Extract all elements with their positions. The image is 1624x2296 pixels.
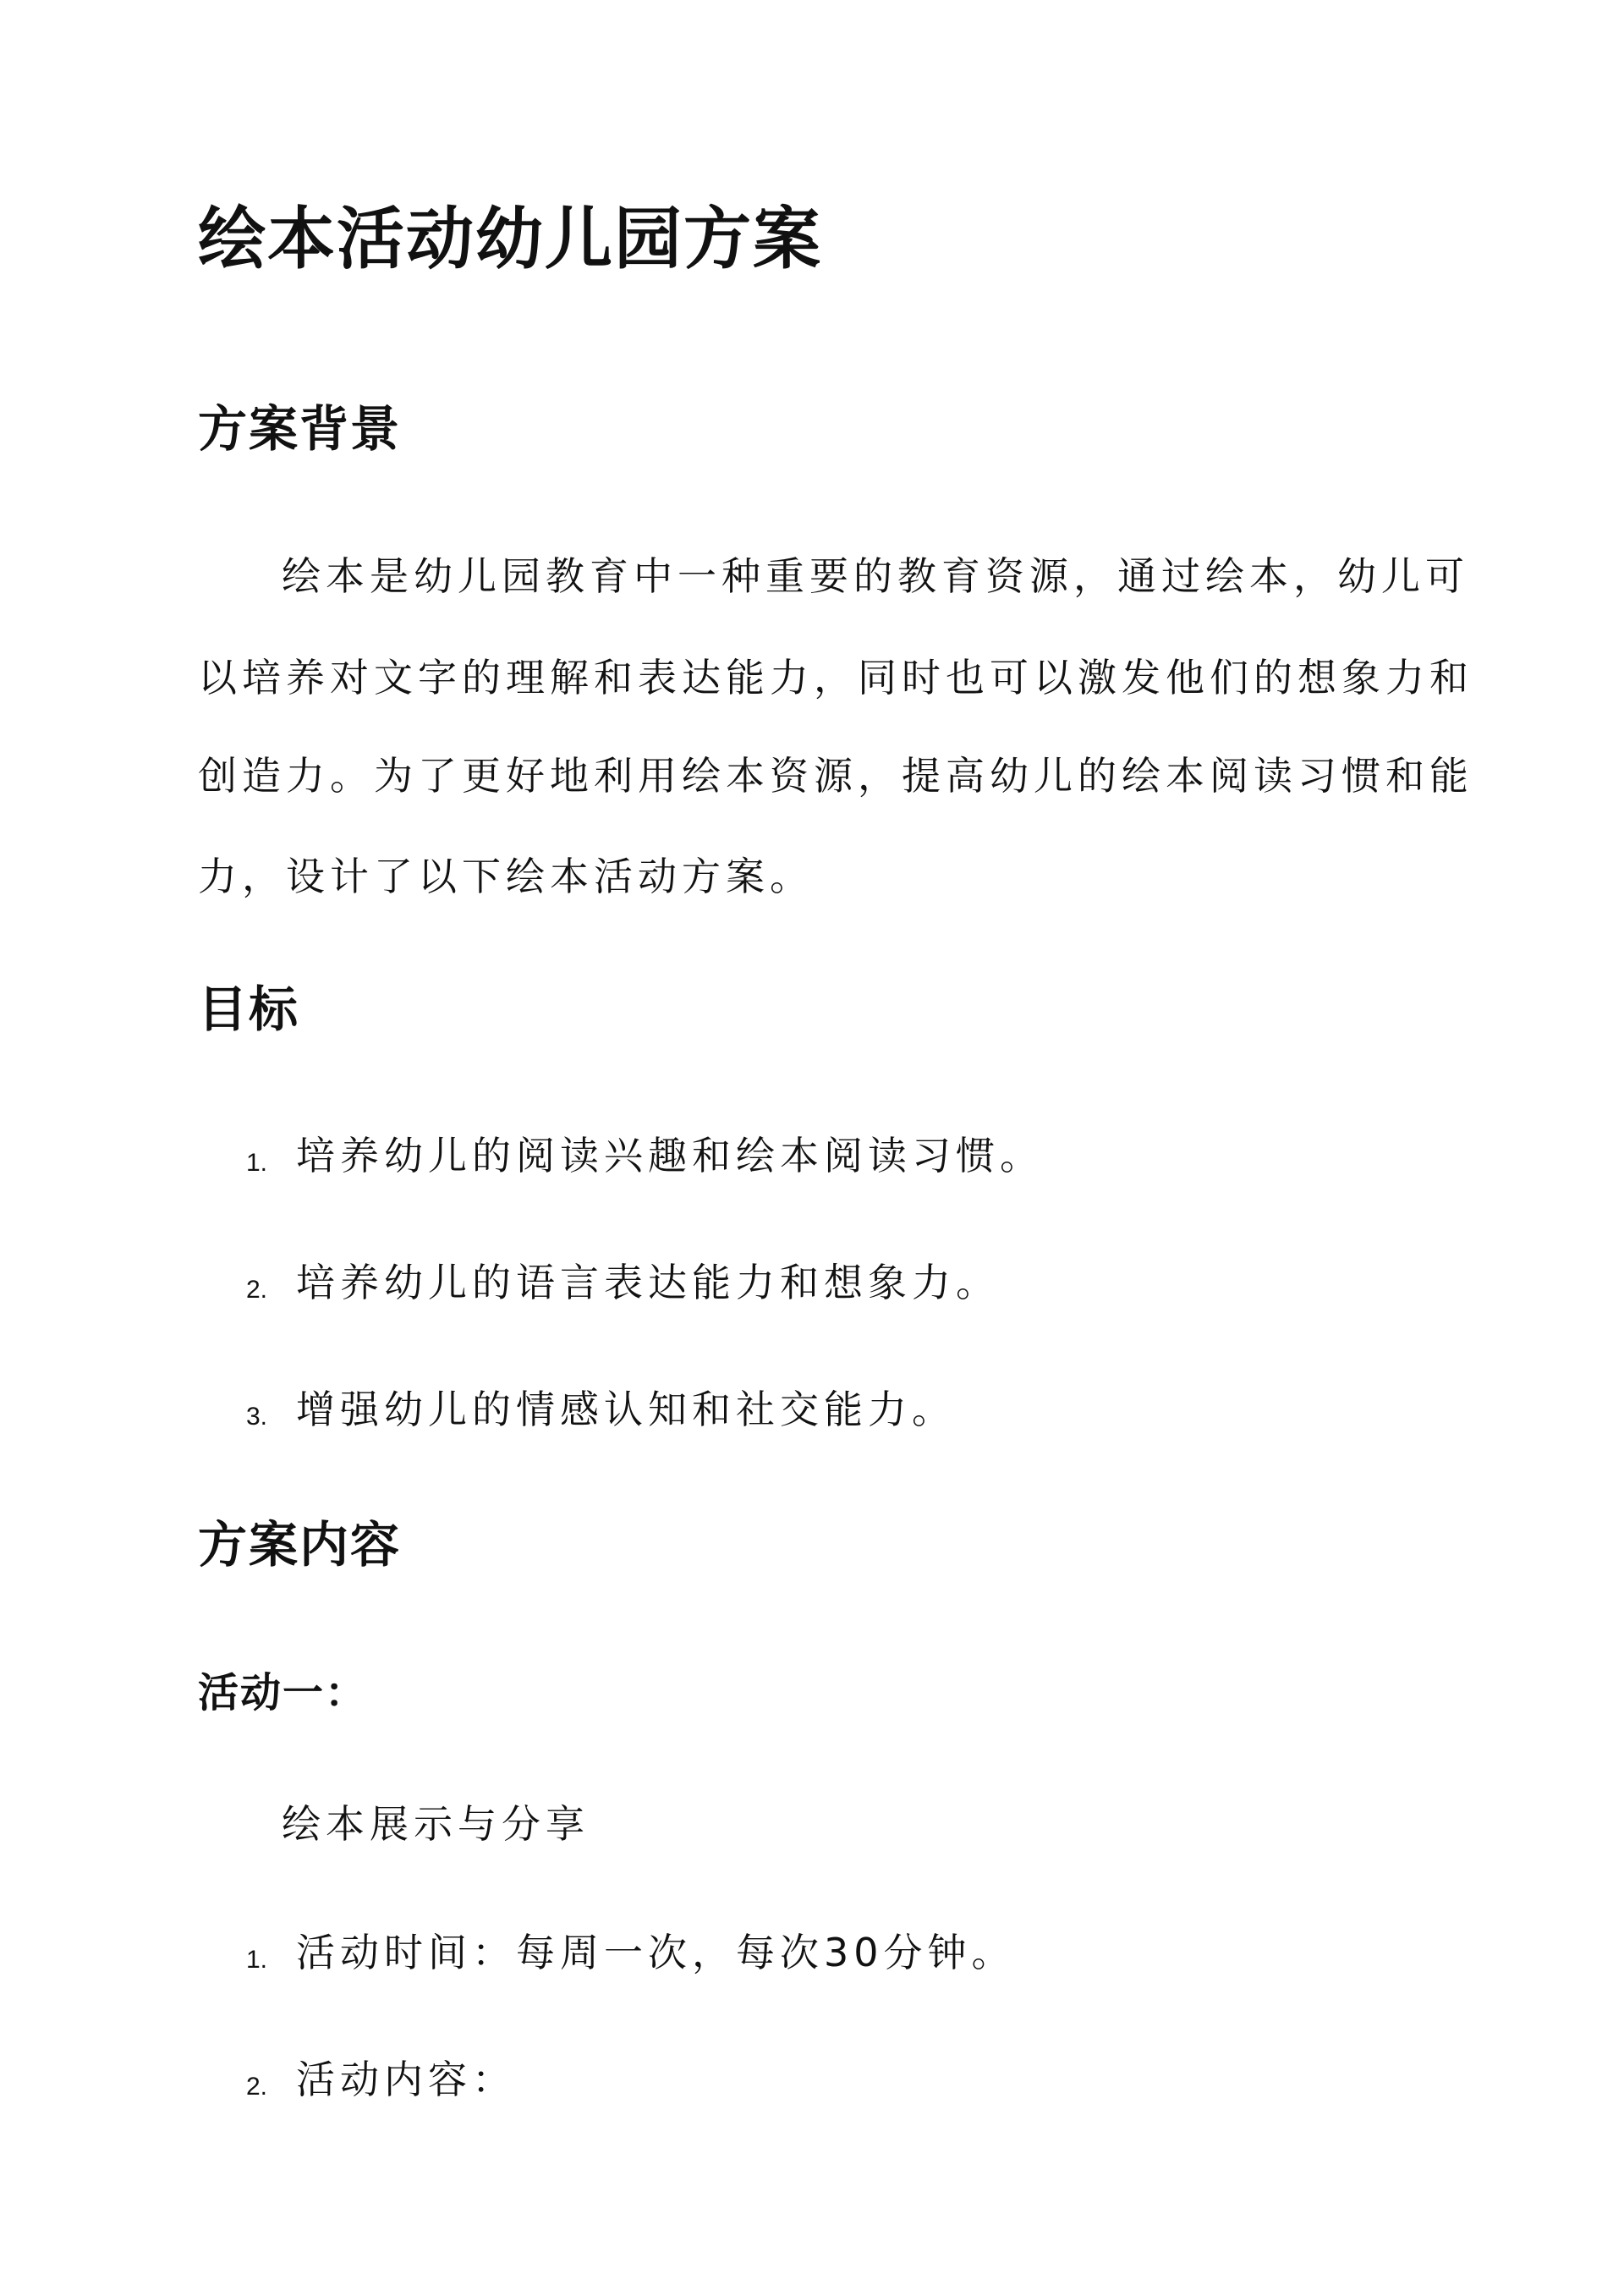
activity-one-name: 绘本展示与分享 [282,1801,590,1847]
background-paragraph-line: 力，设计了以下绘本活动方案。 [198,854,814,899]
background-paragraph-line: 绘本是幼儿园教育中一种重要的教育资源，通过绘本，幼儿可 [282,553,1469,599]
activity-list-item: 活动内容： [296,2057,516,2102]
goal-list-number: 2. [246,1276,268,1304]
activity-one-heading: 活动一： [198,1669,368,1717]
goal-list-number: 1. [246,1149,268,1177]
section-heading-content: 方案内容 [198,1516,402,1574]
goal-list-item: 增强幼儿的情感认知和社交能力。 [296,1387,956,1432]
document-title: 绘本活动幼儿园方案 [198,199,822,278]
activity-list-number: 1. [246,1946,268,1974]
background-paragraph-line: 创造力。为了更好地利用绘本资源，提高幼儿的绘本阅读习惯和能 [198,753,1473,799]
goal-list-item: 培养幼儿的语言表达能力和想象力。 [296,1260,1000,1305]
goal-list-item: 培养幼儿的阅读兴趣和绘本阅读习惯。 [296,1133,1044,1178]
section-heading-background: 方案背景 [198,400,402,458]
background-paragraph-line: 以培养对文字的理解和表达能力，同时也可以激发他们的想象力和 [198,655,1473,700]
section-heading-goals: 目标 [198,980,300,1038]
goal-list-number: 3. [246,1403,268,1431]
activity-list-item: 活动时间：每周一次，每次30分钟。 [296,1930,1016,1975]
activity-list-number: 2. [246,2073,268,2101]
